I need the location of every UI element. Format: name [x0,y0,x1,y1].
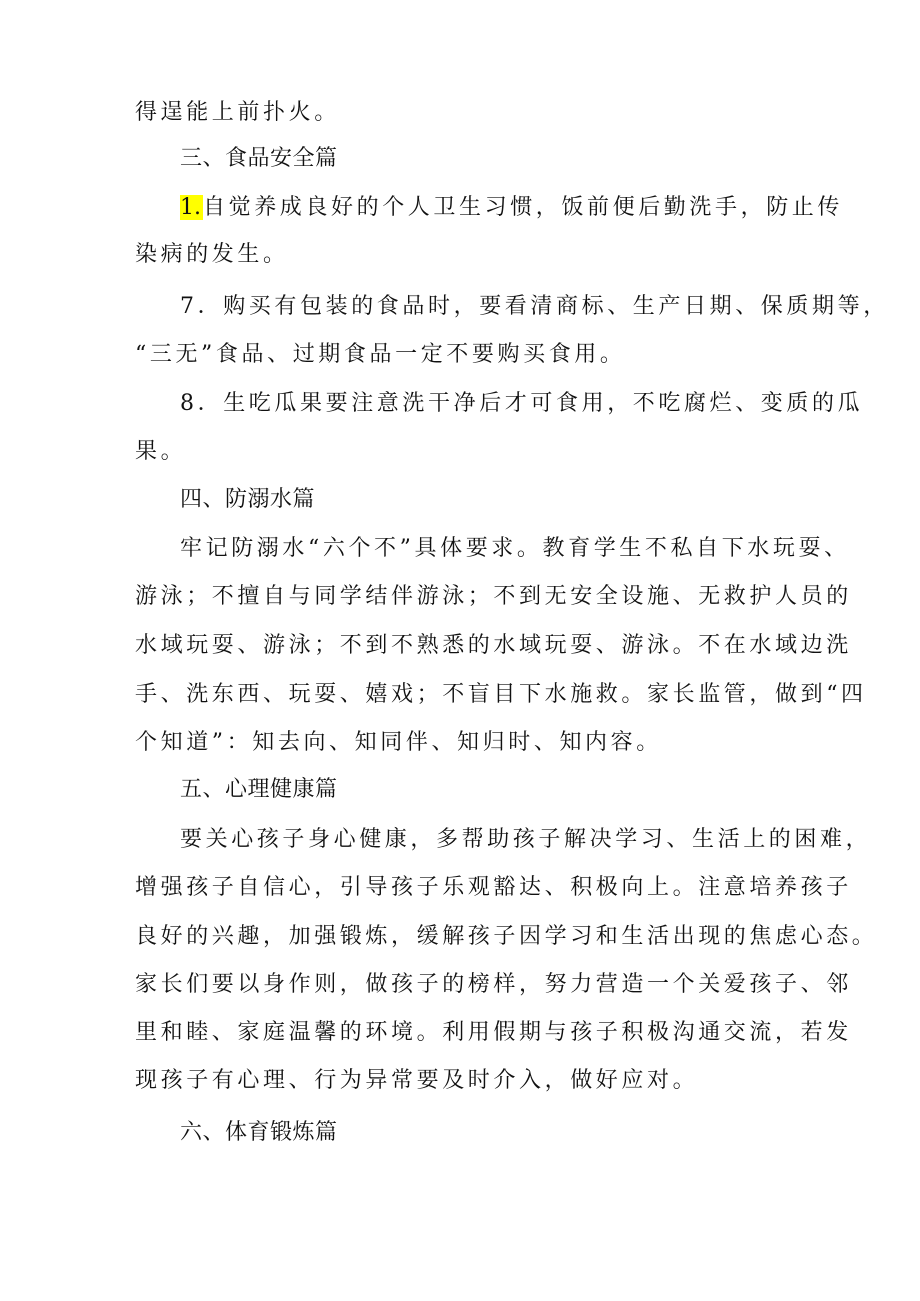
paragraph-line: 7．购买有包装的食品时，要看清商标、生产日期、保质期等， [180,294,889,319]
paragraph-line: 个知道”：知去向、知同伴、知归时、知内容。 [135,730,662,755]
section-heading-food-safety: 三、食品安全篇 [180,146,338,171]
section-heading-mental-health: 五、心理健康篇 [180,777,338,802]
paragraph-line: 手、洗东西、玩耍、嬉戏；不盲目下水施救。家长监管，做到“四 [135,682,867,707]
paragraph-line: 增强孩子自信心，引导孩子乐观豁达、积极向上。注意培养孩子 [135,875,852,900]
section-heading-physical-exercise: 六、体育锻炼篇 [180,1120,338,1145]
paragraph-line: 果。 [135,439,187,464]
paragraph-line [180,193,843,223]
paragraph-line: 得逞能上前扑火。 [135,100,340,125]
paragraph-line: 染病的发生。 [135,242,289,267]
paragraph-line: 水域玩耍、游泳；不到不熟悉的水域玩耍、游泳。不在水域边洗 [135,633,852,658]
paragraph-line: “三无”食品、过期食品一定不要购买食用。 [135,342,626,367]
paragraph-line: 8．生吃瓜果要注意洗干净后才可食用，不吃腐烂、变质的瓜 [180,391,864,416]
paragraph-line: 牢记防溺水“六个不”具体要求。教育学生不私自下水玩耍、 [180,536,850,561]
paragraph-line: 现孩子有心理、行为异常要及时介入，做好应对。 [135,1068,699,1093]
section-heading-drowning-prevention: 四、防溺水篇 [180,487,316,512]
paragraph-line: 要关心孩子身心健康，多帮助孩子解决学习、生活上的困难， [180,827,872,852]
paragraph-line: 游泳；不擅自与同学结伴游泳；不到无安全设施、无救护人员的 [135,584,852,609]
highlighted-list-marker: 1. [180,195,201,220]
paragraph-line: 家长们要以身作则，做孩子的榜样，努力营造一个关爱孩子、邻 [135,972,852,997]
paragraph-line: 里和睦、家庭温馨的环境。利用假期与孩子积极沟通交流，若发 [135,1020,852,1045]
paragraph-line: 良好的兴趣，加强锻炼，缓解孩子因学习和生活出现的焦虑心态。 [135,924,878,949]
paragraph-text: 自觉养成良好的个人卫生习惯，饭前便后勤洗手，防止传 [203,195,844,220]
